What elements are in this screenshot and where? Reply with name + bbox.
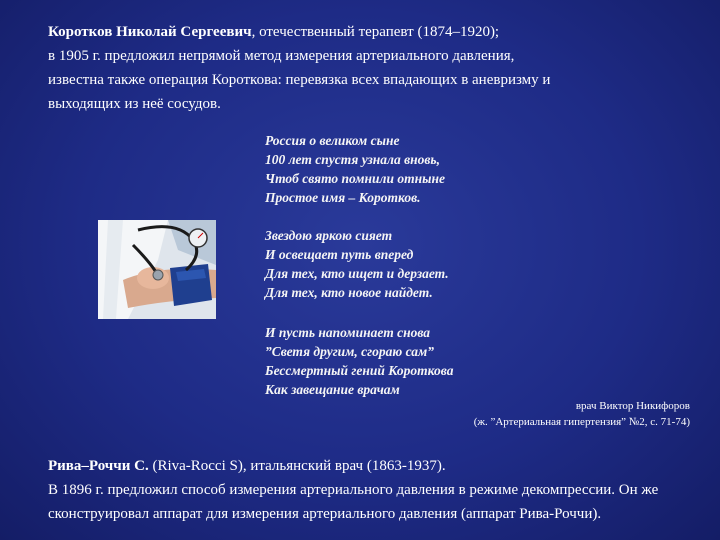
blood-pressure-measurement-image (98, 220, 216, 319)
riva-rocci-name: Рива–Роччи С. (48, 458, 149, 474)
poem-line: Чтоб свято помнили отныне (265, 171, 445, 186)
poem-line: 100 лет спустя узнала вновь, (265, 152, 440, 167)
poem-source: (ж. ”Артериальная гипертензия” №2, с. 71-74) (473, 416, 690, 428)
korotkov-line-2: в 1905 г. предложил непрямой метод измерения артериального давления, (48, 48, 515, 64)
poem-line: ”Светя другим, сгораю сам” (265, 344, 435, 359)
korotkov-line-1: Коротков Николай Сергеевич, отечественный терапевт (1874–1920); (48, 24, 500, 40)
poem-stanza-1 (265, 131, 565, 207)
korotkov-line-4: выходящих из неё сосудов. (48, 96, 221, 112)
riva-line-2: В 1896 г. предложил способ измерения артериального давления в режиме декомпрессии. Он же (48, 482, 659, 498)
poem-line: И освещает путь вперед (265, 247, 414, 262)
riva-line-1: Рива–Роччи С. (Riva-Rocci S), итальянский врач (1863-1937). (48, 458, 446, 474)
poem-author: врач Виктор Никифоров (575, 400, 690, 412)
poem-line: Как завещание врачам (265, 382, 400, 397)
poem-line: Звездою яркою сияет (265, 228, 393, 243)
poem-stanza-3 (265, 323, 565, 399)
poem-line: Для тех, кто новое найдет. (265, 285, 433, 300)
korotkov-line-3: известна также операция Короткова: перевязка всех впадающих в аневризму и (48, 72, 551, 88)
poem-line: Россия о великом сыне (265, 133, 400, 148)
poem-line: И пусть напоминает снова (265, 325, 431, 340)
korotkov-name: Коротков Николай Сергеевич (48, 24, 252, 40)
korotkov-paragraph (48, 20, 708, 116)
riva-line-3: сконструировал аппарат для измерения артериального давления (аппарат Рива-Роччи). (48, 506, 602, 522)
poem-line: Бессмертный гений Короткова (265, 363, 454, 378)
riva-rocci-paragraph (48, 454, 708, 526)
poem-stanza-2 (265, 226, 565, 302)
blood-pressure-photo (98, 220, 216, 319)
poem-line: Простое имя – Коротков. (265, 190, 421, 205)
poem-line: Для тех, кто ищет и дерзает. (265, 266, 449, 281)
